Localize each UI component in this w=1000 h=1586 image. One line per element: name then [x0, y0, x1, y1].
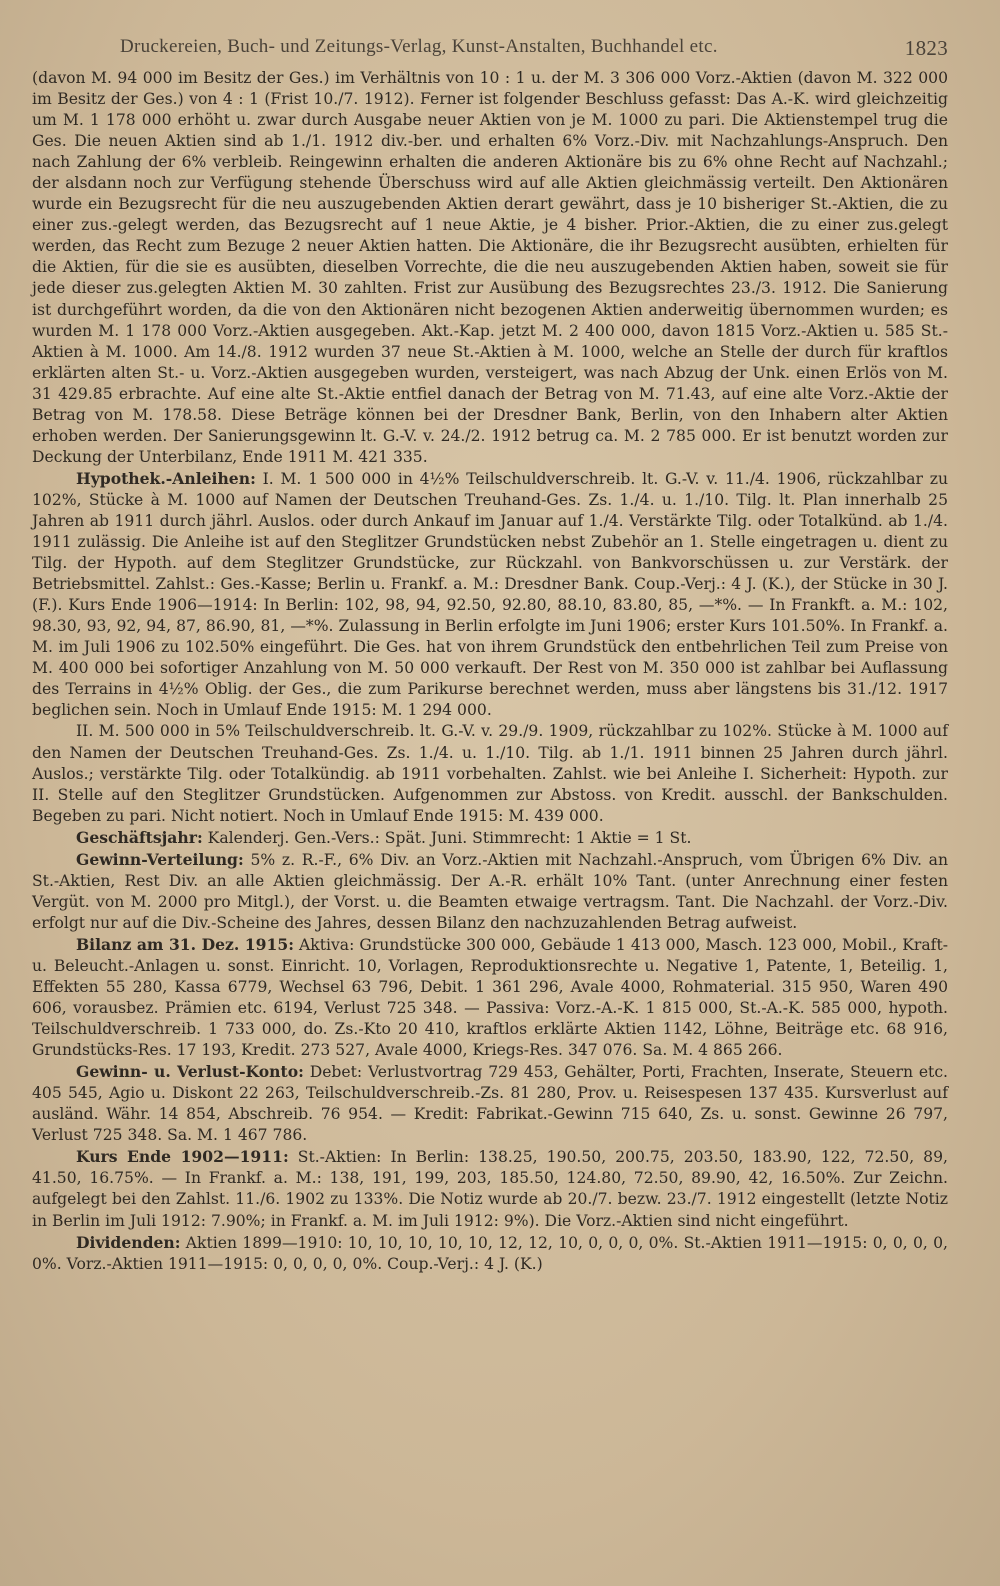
paragraph-text: Debet: Verlustvortrag 729 453, Gehälter, Porti, Frachten, Inserate, Steuern etc. 405 545, Agio u. Diskont 22 263, Teilschuldverschreib.-Zs. 81 280, Prov. u. Reisespesen 137 435. Kursverlust auf ausländ. Währ. 14 854, Abschreib. 76 954. — Kredit: Fabrikat.-Gewinn 715 640, Zs. u. sonst. Gewinne 26 797, Verlust 725 348. Sa. M. 1 467 786.	[32, 1063, 949, 1145]
paragraph-balance-sheet	[32, 934, 948, 1061]
header-title: Druckereien, Buch- und Zeitungs-Verlag, Kunst-Anstalten, Buchhandel etc.	[120, 36, 718, 57]
paragraph-text: 5% z. R.-F., 6% Div. an Vorz.-Aktien mit Nachzahl.-Anspruch, vom Übrigen 6% Div. an St.-Aktien, Rest Div. an alle Aktien gleichmässig. Der A.-R. erhält 10% Tant. (unter Anrechnung einer festen Vergüt. von M. 2000 pro Mitgl.), der Vorst. u. die Beamten etwaige vertragsm. Tant. Die Nachzahl. der Vorz.-Div. erfolgt nur auf die Div.-Scheine des Jahres, dessen Bilanz den nachzuzahlenden Betrag aufweist.	[32, 850, 948, 932]
paragraph-text: I. M. 1 500 000 in 4½% Teilschuldverschreib. lt. G.-V. v. 11./4. 1906, rückzahlbar zu 102%, Stücke à M. 1000 auf Namen der Deutschen Treuhand-Ges. Zs. 1./4. u. 1./10. Tilg. lt. Plan innerhalb 25 Jahren ab 1911 durch jährl. Auslos. oder durch Ankauf im Januar auf 1./4. Verstärkte Tilg. oder Totalkünd. ab 1./4. 1911 zulässig. Die Anleihe ist auf den Steglitzer Grundstücken nebst Zubehör an 1. Stelle eingetragen u. dient zu Tilg. der Hypoth. auf dem Steglitzer Grundstücke, zur Rückzahl. von Bankvorschüssen u. zur Verstärk. der Betriebsmittel. Zahlst.: Ges.-Kasse; Berlin u. Frankf. a. M.: Dresdner Bank. Coup.-Verj.: 4 J. (K.), der Stücke in 30 J. (F.). Kurs Ende 1906—1914: In Berlin: 102, 98, 94, 92.50, 92.80, 88.10, 83.80, 85, —*%. — In Frankft. a. M.: 102, 98.30, 93, 92, 94, 87, 86.90, 81, —*%. Zulassung in Berlin erfolgte im Juni 1906; erster Kurs 101.50%. In Frankf. a. M. im Juli 1906 zu 102.50% eingeführt. Die Ges. hat von ihrem Grundstück den entbehrlichen Teil zum Preise von M. 400 000 bei sofortiger Anzahlung von M. 50 000 verkauft. Der Rest von M. 350 000 ist zahlbar bei Auflassung des Terrains in 4½% Oblig. der Ges., die zum Parikurse berechnet werden, muss aber längstens bis 31./12. 1917 beglichen sein. Noch in Umlauf Ende 1915: M. 1 294 000.	[32, 469, 948, 720]
section-label: Kurs Ende 1902—1911:	[76, 1147, 289, 1167]
paragraph-mortgage-loans	[32, 468, 948, 722]
paragraph-second-loan	[32, 721, 948, 826]
paragraph-dividends	[32, 1232, 948, 1275]
section-label: Gewinn-Verteilung:	[76, 849, 244, 869]
section-label: Hypothek.-Anleihen:	[76, 468, 256, 488]
body-text	[32, 68, 948, 1275]
section-label: Gewinn- u. Verlust-Konto:	[76, 1062, 304, 1082]
section-label: Geschäftsjahr:	[76, 827, 203, 847]
paragraph-text: Aktiva: Grundstücke 300 000, Gebäude 1 413 000, Masch. 123 000, Mobil., Kraft- u. Beleucht.-Anlagen u. sonst. Einricht. 10, Vorlagen, Reproduktionsrechte u. Negative 1, Patente, 1, Beteilig. 1, Effekten 55 280, Kassa 6779, Wechsel 63 796, Debit. 1 361 296, Avale 4000, Rohmaterial. 315 950, Waren 490 606, vorausbez. Prämien etc. 6194, Verlust 725 348. — Passiva: Vorz.-A.-K. 1 815 000, St.-A.-K. 585 000, hypoth. Teilschuldverschreib. 1 733 000, do. Zs.-Kto 20 410, kraftlos erklärte Aktien 1142, Löhne, Beiträge etc. 68 916, Grundstücks-Res. 17 193, Kredit. 273 527, Avale 4000, Kriegs-Res. 347 076. Sa. M. 4 865 266.	[32, 935, 948, 1060]
paragraph-text: Aktien 1899—1910: 10, 10, 10, 10, 10, 12, 12, 10, 0, 0, 0, 0%. St.-Aktien 1911—1915: 0, 0, 0, 0, 0%. Vorz.-Aktien 1911—1915: 0, 0, 0, 0, 0%. Coup.-Verj.: 4 J. (K.)	[32, 1233, 948, 1273]
paragraph-capital-reorganization	[32, 68, 948, 468]
page-number: 1823	[904, 36, 948, 60]
paragraph-profit-loss-account	[32, 1061, 948, 1146]
paragraph-share-prices	[32, 1146, 948, 1231]
paragraph-text: Kalenderj. Gen.-Vers.: Spät. Juni. Stimmrecht: 1 Aktie = 1 St.	[207, 828, 692, 847]
paragraph-fiscal-year	[32, 827, 948, 849]
paragraph-profit-distribution	[32, 849, 948, 934]
section-label: Dividenden:	[76, 1232, 181, 1252]
section-label: Bilanz am 31. Dez. 1915:	[76, 934, 294, 954]
paragraph-text: St.-Aktien: In Berlin: 138.25, 190.50, 200.75, 203.50, 183.90, 122, 72.50, 89, 41.50, 16.75%. — In Frankf. a. M.: 138, 191, 199, 203, 185.50, 124.80, 72.50, 89.90, 42, 16.50%. Zur Zeichn. aufgelegt bei den Zahlst. 11./6. 1902 zu 133%. Die Notiz wurde ab 20./7. bezw. 23./7. 1912 eingestellt (letzte Notiz in Berlin im Juli 1912: 7.90%; in Frankf. a. M. im Juli 1912: 9%). Die Vorz.-Aktien sind nicht eingeführt.	[32, 1148, 948, 1230]
paragraph-text: (davon M. 94 000 im Besitz der Ges.) im Verhältnis von 10 : 1 u. der M. 3 306 000 Vorz.-Aktien (davon M. 322 000 im Besitz der Ges.) von 4 : 1 (Frist 10./7. 1912). Ferner ist folgender Beschluss gefasst: Das A.-K. wird gleichzeitig um M. 1 178 000 erhöht u. zwar durch Ausgabe neuer Aktien von je M. 1000 zu pari. Die Aktienstempel trug die Ges. Die neuen Aktien sind ab 1./1. 1912 div.-ber. und erhalten 6% Vorz.-Div. mit Nachzahlungs-Anspruch. Den nach Zahlung der 6% verbleib. Reingewinn erhalten die anderen Aktionäre bis zu 6% ohne Recht auf Nachzahl.; der alsdann noch zur Verfügung stehende Überschuss wird auf alle Aktien gleichmässig verteilt. Den Aktionären wurde ein Bezugsrecht für die neu auszugebenden Aktien derart gewährt, dass je 10 bisheriger St.-Aktien, die zu einer zus.-gelegt werden, das Bezugsrecht auf 1 neue Aktie, je 4 bisher. Prior.-Aktien, die zu einer zus.gelegt werden, das Recht zum Bezuge 2 neuer Aktien hatten. Die Aktionäre, die ihr Bezugsrecht ausübten, erhielten für die Aktien, für die sie es ausübten, dieselben Vorrechte, die die neu auszugebenden Aktien haben, soweit sie für jede dieser zus.gelegten Aktien M. 30 zahlten. Frist zur Ausübung des Bezugsrechtes 23./3. 1912. Die Sanierung ist durchgeführt worden, da die von den Aktionären nicht bezogenen Aktien anderweitig übernommen wurden; es wurden M. 1 178 000 Vorz.-Aktien ausgegeben. Akt.-Kap. jetzt M. 2 400 000, davon 1815 Vorz.-Aktien u. 585 St.-Aktien à M. 1000. Am 14./8. 1912 wurden 37 neue St.-Aktien à M. 1000, welche an Stelle der durch für kraftlos erklärten alten St.- u. Vorz.-Aktien ausgegeben wurden, versteigert, was nach Abzug der Unk. einen Erlös von M. 31 429.85 erbrachte. Auf eine alte St.-Aktie entfiel danach der Betrag von M. 71.43, auf eine alte Vorz.-Aktie der Betrag von M. 178.58. Diese Beträge können bei der Dresdner Bank, Berlin, von den Inhabern alter Aktien erhoben werden. Der Sanierungsgewinn lt. G.-V. v. 24./2. 1912 betrug ca. M. 2 785 000. Er ist benutzt worden zur Deckung der Unterbilanz, Ende 1911 M. 421 335.	[32, 69, 948, 466]
running-header	[32, 28, 948, 68]
paragraph-text: II. M. 500 000 in 5% Teilschuldverschreib. lt. G.-V. v. 29./9. 1909, rückzahlbar zu 102%. Stücke à M. 1000 auf den Namen der Deutschen Treuhand-Ges. Zs. 1./4. u. 1./10. Tilg. ab 1./1. 1911 binnen 25 Jahren durch jährl. Auslos.; verstärkte Tilg. oder Totalkündig. ab 1911 vorbehalten. Zahlst. wie bei Anleihe I. Sicherheit: Hypoth. zur II. Stelle auf den Steglitzer Grundstücken. Aufgenommen zur Abstoss. von Kredit. ausschl. der Bankschulden. Begeben zu pari. Nicht notiert. Noch in Umlauf Ende 1915: M. 439 000.	[32, 722, 948, 825]
